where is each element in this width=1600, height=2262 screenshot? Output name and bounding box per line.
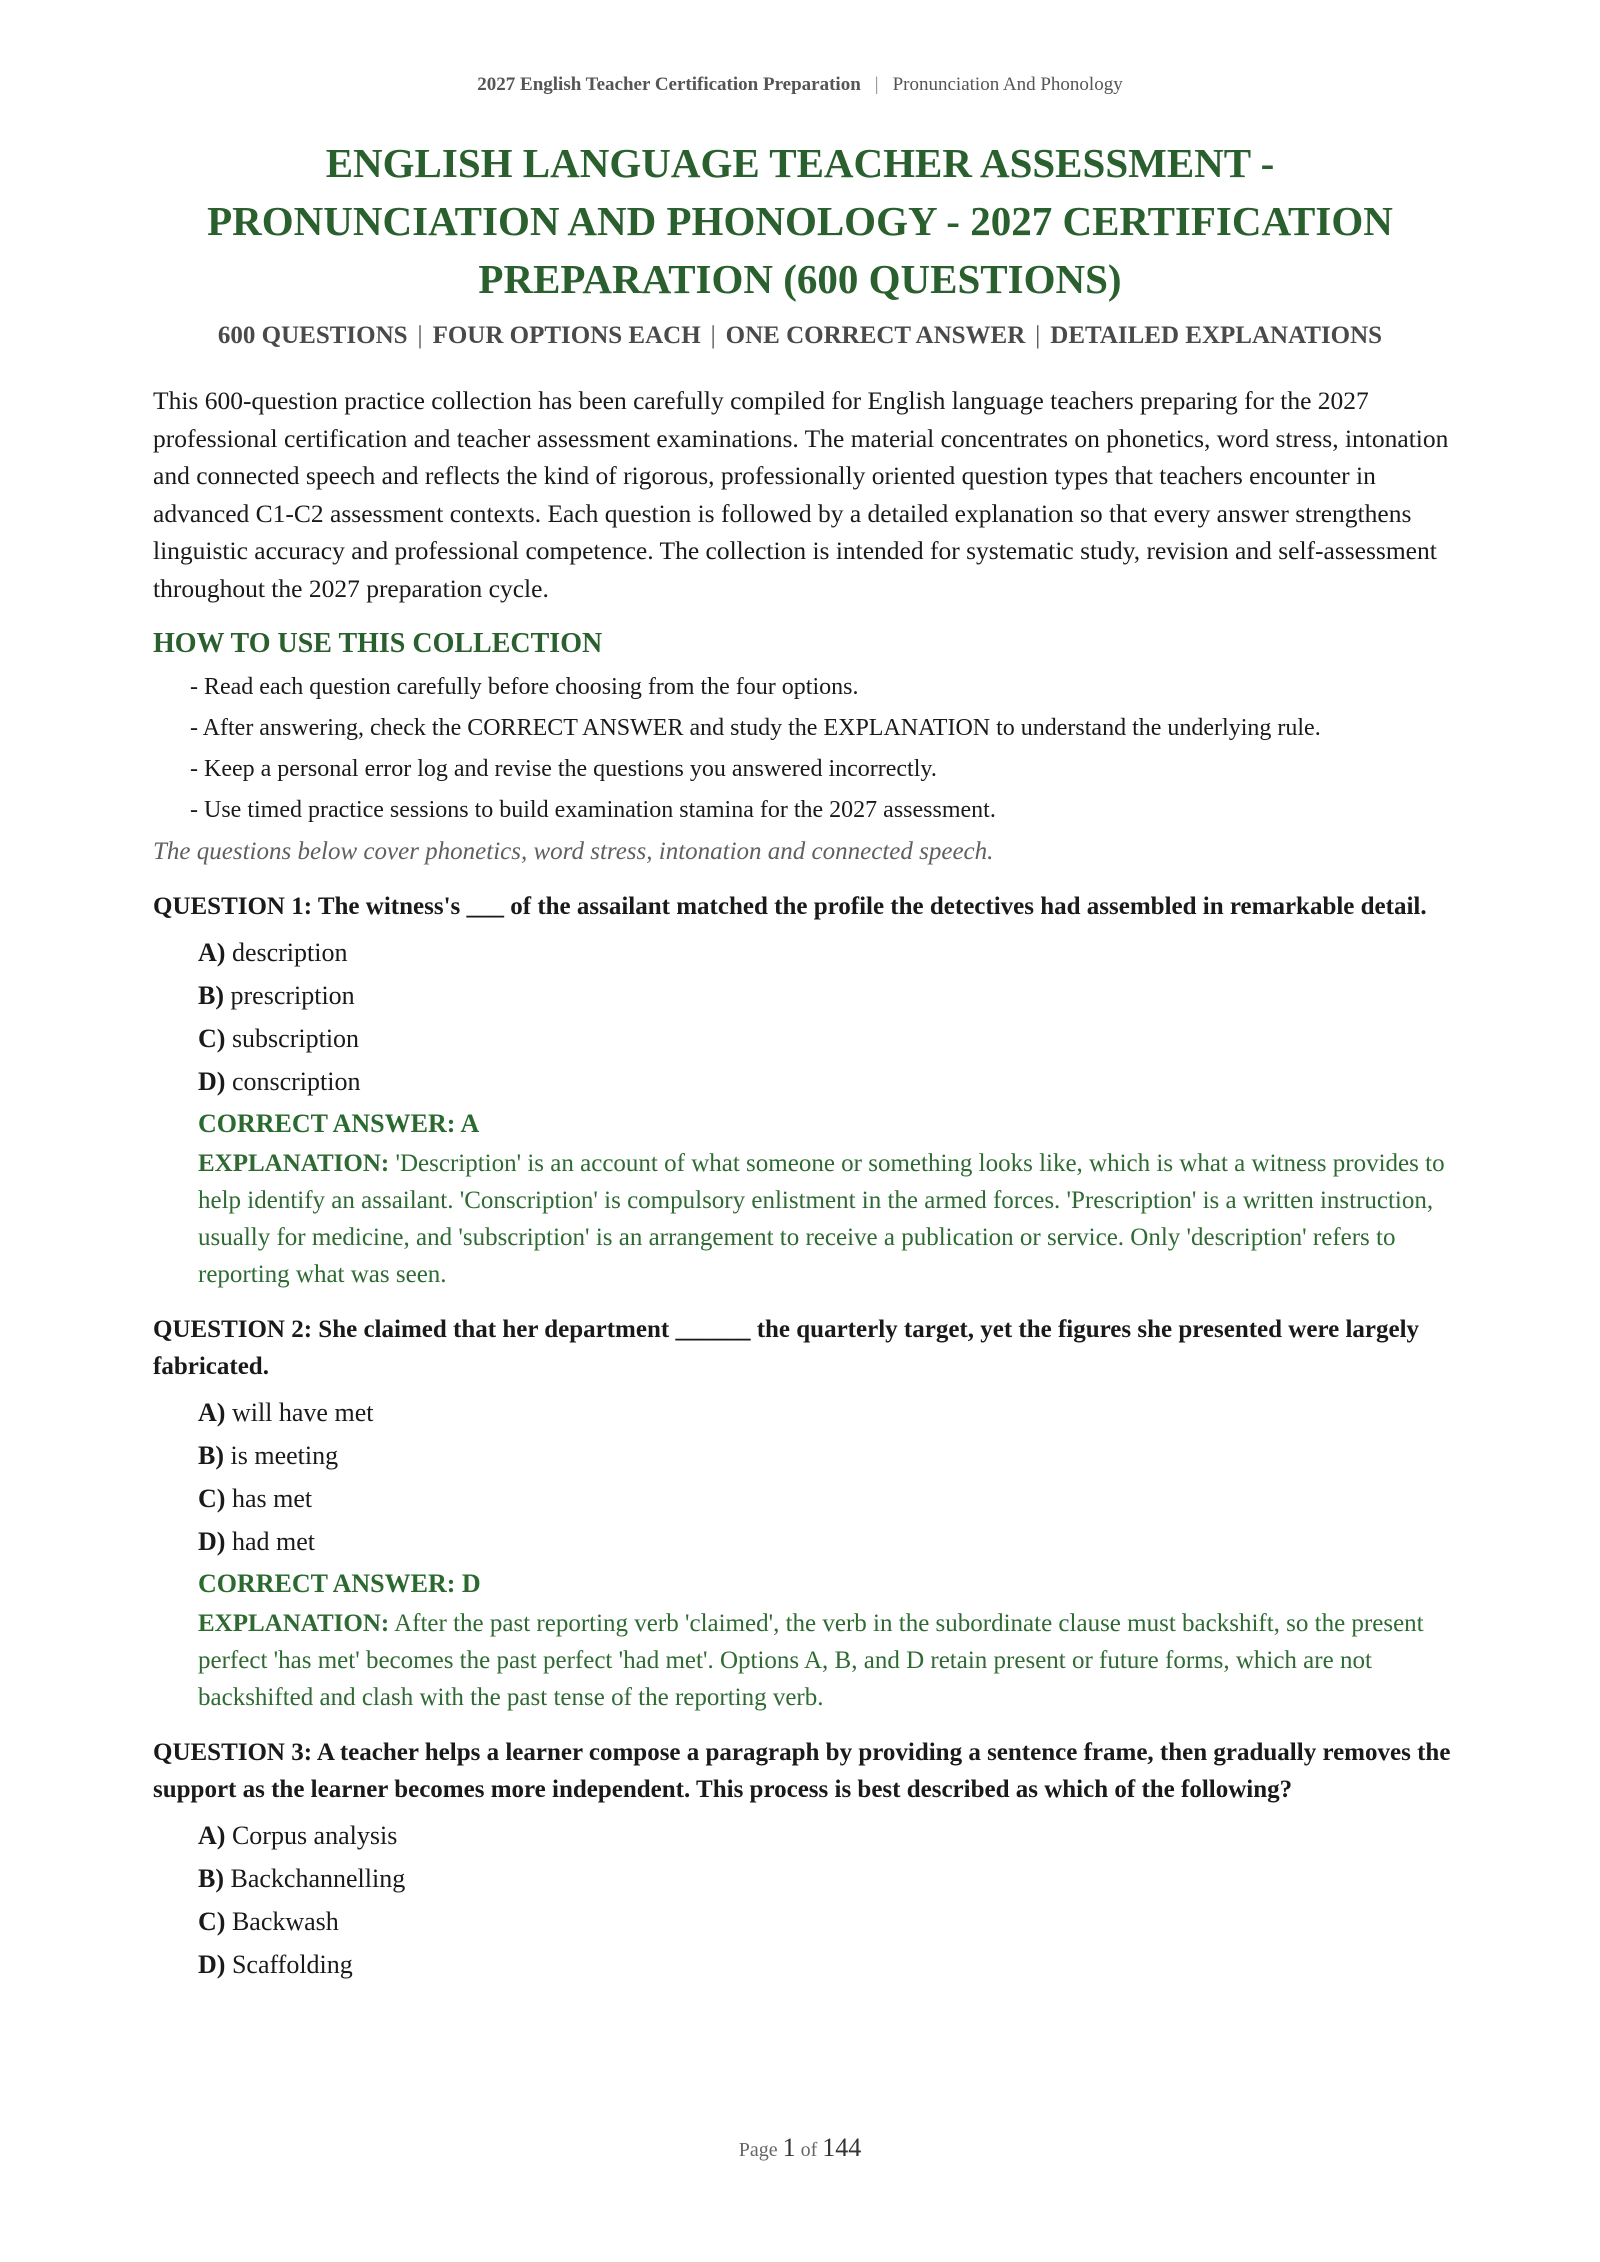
explanation-text: 'Description' is an account of what someone or something looks like, which is what a witness provides to help identify an assailant. 'Conscription' is compulsory enlistment in the armed forces. 'Prescription' is a written instruction, usually for medicine, and 'subscription' is an arrangement to receive a publication or service. Only 'description' refers to reporting what was seen. (198, 1150, 1445, 1288)
howto-item: - Keep a personal error log and revise the questions you answered incorrectly. (190, 756, 937, 782)
option-list (153, 931, 1453, 1103)
current-page-number: 1 (782, 2133, 796, 2162)
option-item (198, 1900, 1453, 1943)
option-text: Corpus analysis (231, 1821, 398, 1850)
page-footer (0, 2133, 1600, 2163)
option-text: Scaffolding (231, 1950, 353, 1979)
option-letter: C) (198, 1484, 226, 1513)
question-block (153, 1734, 1453, 1986)
coverage-note: The questions below cover phonetics, word stress, intonation and connected speech. (153, 838, 994, 865)
howto-item: - Use timed practice sessions to build examination stamina for the 2027 assessment. (190, 797, 996, 823)
question-stem: QUESTION 1: The witness's ___ of the assailant matched the profile the detectives had assembled in remarkable detail. (153, 893, 1427, 920)
header-separator: | (874, 74, 879, 95)
option-letter: C) (198, 1024, 226, 1053)
subtitle-item: FOUR OPTIONS EACH (432, 322, 701, 349)
howto-item: - After answering, check the CORRECT ANSWER and study the EXPLANATION to understand the underlying rule. (190, 715, 1321, 741)
option-item (198, 1060, 1453, 1103)
question-block (153, 888, 1453, 1293)
option-item (198, 931, 1453, 974)
header-course-title: 2027 English Teacher Certification Preparation (477, 74, 861, 95)
option-item (198, 1434, 1453, 1477)
option-item (198, 1520, 1453, 1563)
option-item (198, 974, 1453, 1017)
total-pages: 144 (822, 2133, 862, 2162)
option-text: prescription (230, 981, 355, 1010)
subtitle-item: DETAILED EXPLANATIONS (1050, 322, 1383, 349)
option-letter: A) (198, 1398, 226, 1427)
howto-heading: HOW TO USE THIS COLLECTION (153, 628, 603, 659)
option-letter: D) (198, 1067, 226, 1096)
correct-answer: CORRECT ANSWER: D (198, 1569, 481, 1598)
question-stem: QUESTION 3: A teacher helps a learner compose a paragraph by providing a sentence frame, then gradually removes the support as the learner becomes more independent. This process is best described as which of the following? (153, 1739, 1451, 1803)
option-item (198, 1814, 1453, 1857)
explanation-label: EXPLANATION: (198, 1150, 390, 1177)
option-list (153, 1391, 1453, 1563)
option-letter: A) (198, 1821, 226, 1850)
explanation (153, 1605, 1453, 1716)
running-header (0, 74, 1600, 96)
explanation-text: After the past reporting verb 'claimed', the verb in the subordinate clause must backshift, so the present perfect 'has met' becomes the past perfect 'had met'. Options A, B, and D retain present or future forms, which are not backshifted and clash with the past tense of the reporting verb. (198, 1610, 1424, 1711)
option-letter: B) (198, 981, 224, 1010)
explanation (153, 1145, 1453, 1293)
option-letter: B) (198, 1864, 224, 1893)
option-letter: D) (198, 1527, 226, 1556)
question-block (153, 1311, 1453, 1716)
subtitle-item: 600 QUESTIONS (217, 322, 408, 349)
page-label: Page (738, 2139, 778, 2161)
page-of-label: of (800, 2139, 818, 2161)
option-text: had met (231, 1527, 315, 1556)
subtitle-item: ONE CORRECT ANSWER (725, 322, 1026, 349)
subtitle-bar (0, 322, 1600, 350)
howto-item: - Read each question carefully before choosing from the four options. (190, 674, 859, 700)
option-text: Backchannelling (230, 1864, 406, 1893)
intro-paragraph: This 600-question practice collection has been carefully compiled for English language teachers preparing for the 2027 professional certification and teacher assessment examinations. The material concentrates on phonetics, word stress, intonation and connected speech and reflects the kind of rigorous, professionally oriented question types that teachers encounter in advanced C1-C2 assessment contexts. Each question is followed by a detailed explanation so that every answer strengthens linguistic accuracy and professional competence. The collection is intended for systematic study, revision and self-assessment throughout the 2027 preparation cycle. (153, 386, 1449, 603)
option-text: has met (231, 1484, 313, 1513)
question-stem: QUESTION 2: She claimed that her department ______ the quarterly target, yet the figures she presented were largely fabricated. (153, 1316, 1420, 1380)
option-text: Backwash (231, 1907, 339, 1936)
option-item (198, 1857, 1453, 1900)
option-item (198, 1017, 1453, 1060)
option-letter: A) (198, 938, 226, 967)
document-title: ENGLISH LANGUAGE TEACHER ASSESSMENT - PRONUNCIATION AND PHONOLOGY - 2027 CERTIFICATION PREPARATION (600 QUESTIONS) (207, 140, 1393, 302)
subtitle-separator: | (417, 322, 423, 349)
option-text: subscription (231, 1024, 360, 1053)
option-item (198, 1943, 1453, 1986)
option-letter: C) (198, 1907, 226, 1936)
correct-answer: CORRECT ANSWER: A (198, 1109, 480, 1138)
option-text: will have met (231, 1398, 374, 1427)
option-item (198, 1391, 1453, 1434)
option-text: description (231, 938, 348, 967)
option-letter: B) (198, 1441, 224, 1470)
subtitle-separator: | (710, 322, 716, 349)
main-content (153, 382, 1453, 2004)
header-section-name: Pronunciation And Phonology (892, 74, 1123, 95)
option-text: is meeting (230, 1441, 339, 1470)
howto-list (153, 670, 1453, 828)
option-letter: D) (198, 1950, 226, 1979)
option-text: conscription (231, 1067, 361, 1096)
option-list (153, 1814, 1453, 1986)
explanation-label: EXPLANATION: (198, 1610, 390, 1637)
option-item (198, 1477, 1453, 1520)
subtitle-separator: | (1035, 322, 1041, 349)
